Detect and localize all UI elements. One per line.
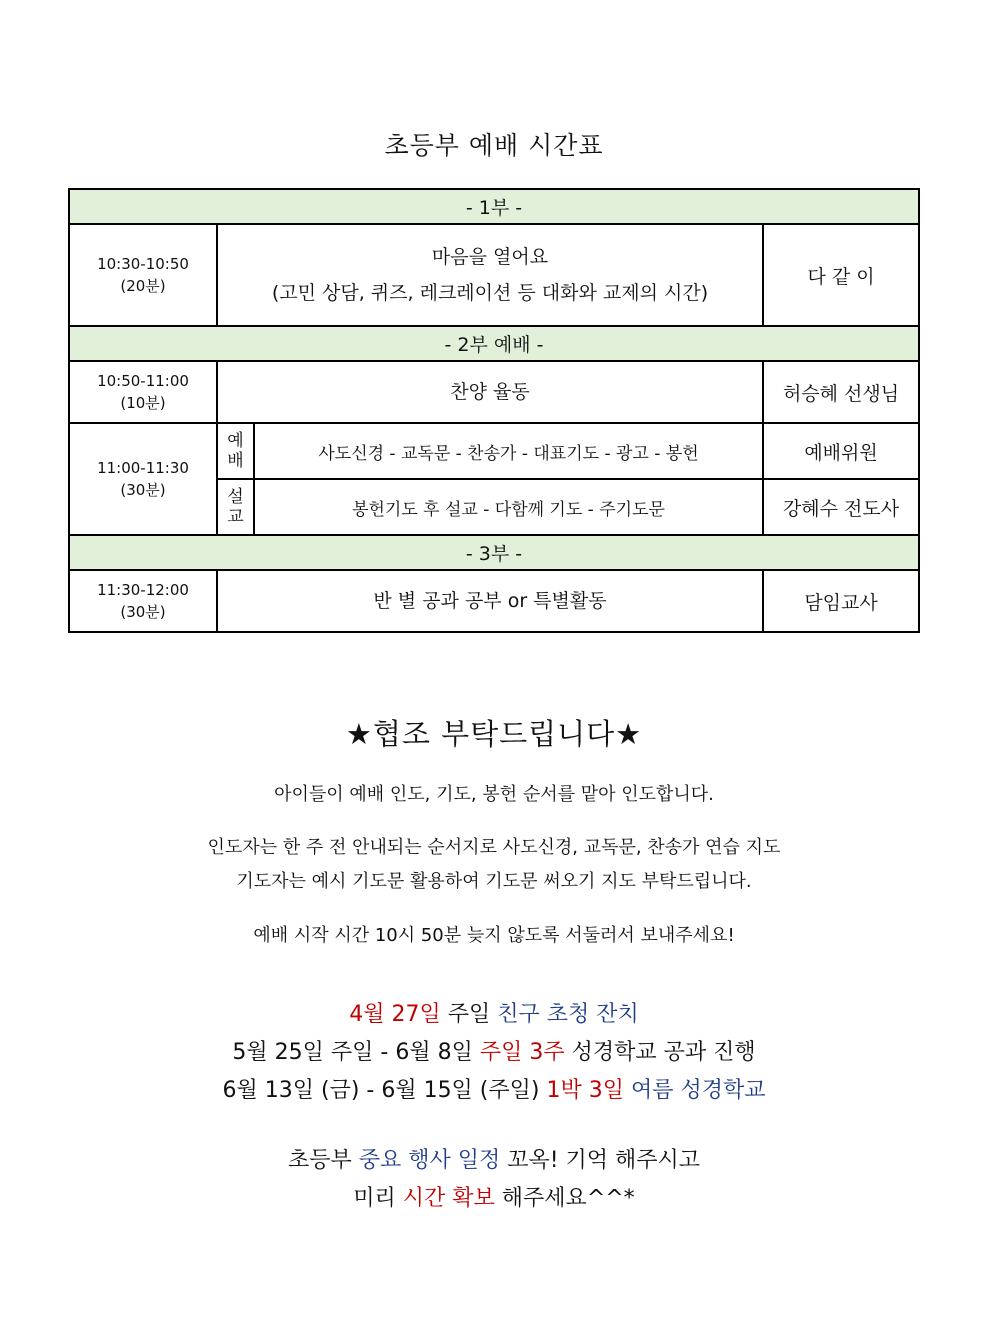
reminder-line: 미리 시간 확보 해주세요^^* (353, 1186, 635, 1211)
leader-cell: 담임교사 (763, 570, 919, 632)
section-header-part1 (69, 189, 919, 224)
activity-cell: 반 별 공과 공부 or 특별활동 (217, 570, 763, 632)
event-highlight: 주일 3주 (479, 1040, 565, 1065)
notice-line: 기도자는 예시 기도문 활용하여 기도문 써오기 지도 부탁드립니다. (236, 871, 752, 892)
event-highlight: 1박 3일 (546, 1078, 624, 1103)
part3-header: - 3부 - (69, 535, 919, 570)
time-range: 11:00-11:30 (97, 459, 189, 477)
event-line: 6월 13일 (금) - 6월 15일 (주일) 1박 3일 여름 성경학교 (222, 1078, 766, 1103)
time-range: 10:50-11:00 (97, 372, 189, 390)
activity-cell: 봉헌기도 후 설교 - 다함께 기도 - 주기도문 (254, 479, 763, 535)
table-row (69, 570, 919, 632)
table-row (69, 224, 919, 326)
time-cell (69, 423, 217, 535)
activity-cell (217, 224, 763, 326)
activity-cell: 찬양 율동 (217, 361, 763, 423)
leader-cell: 예배위원 (763, 423, 919, 479)
duration: (30분) (120, 603, 166, 621)
part1-header: - 1부 - (69, 189, 919, 224)
leader-cell: 다 같 이 (763, 224, 919, 326)
duration: (20분) (120, 277, 166, 295)
schedule-table (68, 188, 920, 633)
leader-cell: 강혜수 전도사 (763, 479, 919, 535)
time-cell (69, 570, 217, 632)
time-cell (69, 361, 217, 423)
sub-label-sermon: 설 교 (217, 479, 254, 535)
activity-title: 마음을 열어요 (431, 246, 549, 268)
event-date: 4월 27일 (349, 1002, 441, 1027)
event-name: 여름 성경학교 (630, 1078, 766, 1103)
page-title: 초등부 예배 시간표 (384, 131, 604, 160)
table-row (69, 361, 919, 423)
activity-cell: 사도신경 - 교독문 - 찬송가 - 대표기도 - 광고 - 봉헌 (254, 423, 763, 479)
leader-cell: 허승혜 선생님 (763, 361, 919, 423)
event-line: 4월 27일 주일 친구 초청 잔치 (349, 1002, 639, 1027)
activity-description: (고민 상담, 퀴즈, 레크레이션 등 대화와 교제의 시간) (271, 282, 709, 304)
sub-label-worship: 예 배 (217, 423, 254, 479)
notice-line: 아이들이 예배 인도, 기도, 봉헌 순서를 맡아 인도합니다. (274, 784, 714, 805)
time-range: 11:30-12:00 (97, 581, 189, 599)
time-range: 10:30-10:50 (97, 255, 189, 273)
part2-header: - 2부 예배 - (69, 326, 919, 361)
event-name: 친구 초청 잔치 (497, 1002, 639, 1027)
time-cell (69, 224, 217, 326)
notice-line: 인도자는 한 주 전 안내되는 순서지로 사도신경, 교독문, 찬송가 연습 지도 (207, 837, 781, 858)
cooperation-heading: ★협조 부탁드립니다★ (345, 717, 643, 751)
event-line: 5월 25일 주일 - 6월 8일 주일 3주 성경학교 공과 진행 (232, 1040, 756, 1065)
duration: (10분) (120, 394, 166, 412)
table-row (69, 423, 919, 479)
reminder-line: 초등부 중요 행사 일정 꼬옥! 기억 해주시고 (287, 1148, 701, 1173)
reminder (0, 1142, 988, 1218)
section-header-part2 (69, 326, 919, 361)
section-header-part3 (69, 535, 919, 570)
duration: (30분) (120, 481, 166, 499)
events-list (0, 996, 988, 1110)
notice-line: 예배 시작 시간 10시 50분 늦지 않도록 서둘러서 보내주세요! (253, 925, 735, 946)
